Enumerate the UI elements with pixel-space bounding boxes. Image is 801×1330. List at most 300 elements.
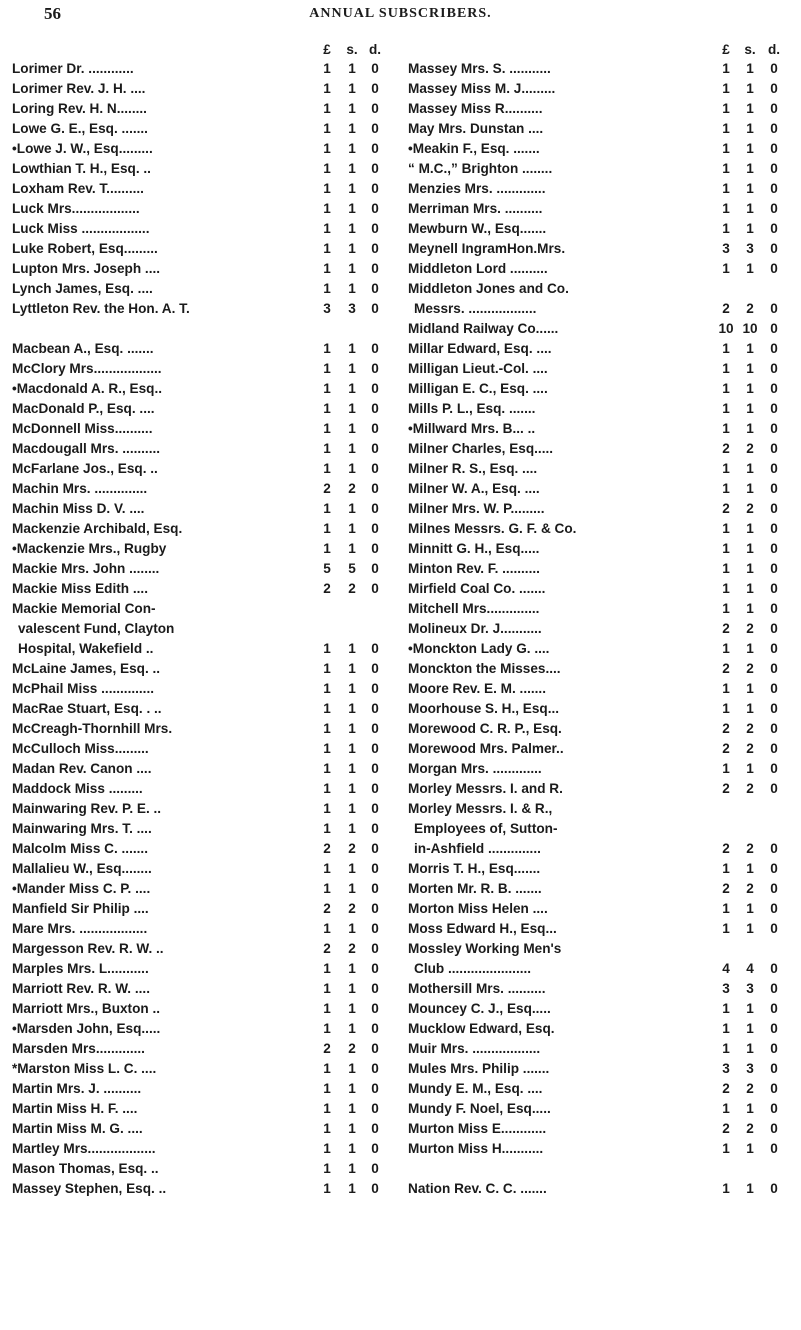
subscriber-name: Meynell IngramHon.Mrs. — [408, 241, 566, 256]
subscriber-row — [12, 1059, 397, 1079]
amount-pounds: 2 — [722, 661, 730, 676]
amount-shillings: 1 — [746, 701, 754, 716]
subscriber-name: Mainwaring Mrs. T. .... — [12, 821, 152, 836]
amount-pence: 0 — [770, 901, 778, 916]
subscriber-row — [408, 479, 793, 499]
amount-shillings: 1 — [746, 381, 754, 396]
amount-shillings: 10 — [742, 321, 758, 336]
subscriber-name: Mewburn W., Esq....... — [408, 221, 547, 236]
amount-pence: 0 — [770, 1021, 778, 1036]
subscriber-row — [12, 959, 397, 979]
amount-pence: 0 — [770, 481, 778, 496]
subscriber-row — [408, 899, 793, 919]
amount-pence: 0 — [371, 761, 379, 776]
subscriber-name: Mare Mrs. .................. — [12, 921, 148, 936]
amount-shillings: 1 — [348, 1101, 356, 1116]
subscriber-name: Milner R. S., Esq. .... — [408, 461, 538, 476]
amount-shillings: 1 — [746, 401, 754, 416]
subscriber-name: Mothersill Mrs. .......... — [408, 981, 546, 996]
amount-pence: 0 — [770, 421, 778, 436]
amount-pence: 0 — [371, 421, 379, 436]
subscriber-row — [12, 819, 397, 839]
amount-shillings: 2 — [746, 841, 754, 856]
amount-pounds: 1 — [722, 1181, 730, 1196]
subscriber-row — [12, 939, 397, 959]
amount-pounds: 1 — [722, 101, 730, 116]
amount-pounds: 1 — [323, 161, 331, 176]
subscriber-name: MacDonald P., Esq. .... — [12, 401, 155, 416]
amount-pence: 0 — [371, 1101, 379, 1116]
subscriber-name: Machin Mrs. .............. — [12, 481, 148, 496]
amount-pounds: 1 — [323, 1021, 331, 1036]
amount-pounds: 1 — [722, 541, 730, 556]
amount-pence: 0 — [371, 121, 379, 136]
amount-pence: 0 — [770, 401, 778, 416]
subscriber-name: Lorimer Rev. J. H. .... — [12, 81, 146, 96]
subscriber-row — [12, 1119, 397, 1139]
amount-pence: 0 — [770, 781, 778, 796]
amount-shillings: 1 — [348, 221, 356, 236]
subscriber-row — [408, 939, 793, 959]
amount-shillings: 5 — [348, 561, 356, 576]
amount-pounds: 1 — [323, 101, 331, 116]
amount-shillings: 1 — [348, 761, 356, 776]
amount-shillings: 1 — [746, 1001, 754, 1016]
subscriber-row — [12, 919, 397, 939]
amount-shillings: 1 — [348, 281, 356, 296]
amount-pence: 0 — [371, 241, 379, 256]
subscriber-row — [408, 619, 793, 639]
amount-pence: 0 — [770, 641, 778, 656]
subscriber-name: Monckton the Misses.... — [408, 661, 561, 676]
subscriber-name: Nation Rev. C. C. ....... — [408, 1181, 547, 1196]
subscriber-row — [12, 99, 397, 119]
subscriber-row — [12, 859, 397, 879]
subscriber-name: Mackenzie Archibald, Esq. — [12, 521, 183, 536]
subscriber-row — [408, 859, 793, 879]
subscriber-row — [408, 1039, 793, 1059]
subscriber-name: Machin Miss D. V. .... — [12, 501, 145, 516]
subscriber-row — [408, 819, 793, 839]
subscriber-row — [12, 1039, 397, 1059]
subscriber-row — [12, 1179, 397, 1199]
subscriber-name: Millar Edward, Esq. .... — [408, 341, 552, 356]
amount-shillings: 1 — [348, 721, 356, 736]
subscriber-row — [12, 879, 397, 899]
amount-pence: 0 — [770, 721, 778, 736]
amount-shillings: 1 — [746, 101, 754, 116]
amount-shillings: 1 — [348, 381, 356, 396]
amount-pence: 0 — [371, 1121, 379, 1136]
amount-pounds: 1 — [323, 221, 331, 236]
amount-shillings: 1 — [348, 161, 356, 176]
subscriber-row — [12, 1139, 397, 1159]
pence-header: d. — [767, 42, 781, 57]
subscriber-row — [12, 359, 397, 379]
subscriber-list — [12, 59, 397, 1199]
subscriber-row — [408, 1159, 793, 1179]
subscriber-name: valescent Fund, Clayton — [18, 621, 175, 636]
subscriber-name: Margesson Rev. R. W. .. — [12, 941, 164, 956]
amount-pounds: 1 — [722, 121, 730, 136]
amount-pounds: 1 — [722, 681, 730, 696]
amount-shillings: 2 — [348, 941, 356, 956]
subscriber-row — [12, 199, 397, 219]
amount-pence: 0 — [770, 1121, 778, 1136]
amount-shillings: 1 — [348, 501, 356, 516]
amount-pounds: 1 — [323, 281, 331, 296]
amount-shillings: 2 — [746, 621, 754, 636]
subscriber-name: Minton Rev. F. .......... — [408, 561, 540, 576]
subscriber-row — [408, 259, 793, 279]
subscriber-row — [12, 1099, 397, 1119]
subscriber-name: MacRae Stuart, Esq. . .. — [12, 701, 162, 716]
amount-pounds: 1 — [722, 481, 730, 496]
amount-shillings: 1 — [746, 261, 754, 276]
subscriber-name: •Mackenzie Mrs., Rugby — [12, 541, 167, 556]
amount-pence: 0 — [371, 441, 379, 456]
amount-pounds: 1 — [323, 681, 331, 696]
amount-pence: 0 — [770, 881, 778, 896]
subscriber-row — [408, 299, 793, 319]
amount-pounds: 1 — [722, 461, 730, 476]
subscriber-row — [408, 1179, 793, 1199]
subscriber-name: Morten Mr. R. B. ....... — [408, 881, 542, 896]
amount-pounds: 1 — [323, 541, 331, 556]
amount-pounds: 1 — [323, 181, 331, 196]
amount-shillings: 1 — [746, 601, 754, 616]
amount-shillings: 1 — [348, 1161, 356, 1176]
amount-pounds: 1 — [722, 261, 730, 276]
amount-pence: 0 — [371, 1061, 379, 1076]
amount-shillings: 2 — [348, 841, 356, 856]
amount-shillings: 1 — [746, 1101, 754, 1116]
amount-pounds: 1 — [722, 181, 730, 196]
amount-pounds: 1 — [722, 381, 730, 396]
subscriber-name: •Macdonald A. R., Esq.. — [12, 381, 163, 396]
subscriber-row — [12, 659, 397, 679]
amount-pence: 0 — [371, 781, 379, 796]
amount-pence: 0 — [770, 581, 778, 596]
subscriber-name: •Meakin F., Esq. ....... — [408, 141, 540, 156]
amount-shillings: 1 — [348, 1181, 356, 1196]
subscriber-name: Morewood C. R. P., Esq. — [408, 721, 562, 736]
amount-pounds: 2 — [323, 841, 331, 856]
subscriber-name: •Monckton Lady G. .... — [408, 641, 550, 656]
amount-pence: 0 — [770, 381, 778, 396]
amount-pounds: 3 — [722, 981, 730, 996]
subscriber-row — [12, 1079, 397, 1099]
amount-pence: 0 — [371, 261, 379, 276]
subscriber-name: Mackie Miss Edith .... — [12, 581, 148, 596]
amount-shillings: 1 — [746, 861, 754, 876]
subscriber-name: Mucklow Edward, Esq. — [408, 1021, 555, 1036]
amount-shillings: 1 — [348, 1121, 356, 1136]
amount-pounds: 1 — [323, 1001, 331, 1016]
amount-shillings: 1 — [348, 141, 356, 156]
amount-shillings: 1 — [746, 341, 754, 356]
amount-shillings: 1 — [348, 201, 356, 216]
subscriber-name: Morley Messrs. I. and R. — [408, 781, 563, 796]
amount-shillings: 1 — [348, 261, 356, 276]
amount-pounds: 1 — [722, 641, 730, 656]
subscriber-row — [12, 319, 397, 339]
amount-shillings: 1 — [746, 361, 754, 376]
amount-shillings: 1 — [746, 81, 754, 96]
subscriber-name: Milligan E. C., Esq. .... — [408, 381, 548, 396]
subscriber-name: Murton Miss E............ — [408, 1121, 547, 1136]
amount-pence: 0 — [770, 501, 778, 516]
amount-pence: 0 — [371, 561, 379, 576]
subscriber-row — [408, 59, 793, 79]
subscriber-row — [408, 159, 793, 179]
amount-shillings: 1 — [348, 681, 356, 696]
amount-pounds: 1 — [722, 1141, 730, 1156]
subscriber-row — [12, 899, 397, 919]
amount-pence: 0 — [371, 661, 379, 676]
amount-pence: 0 — [371, 461, 379, 476]
subscriber-name: Middleton Lord .......... — [408, 261, 548, 276]
subscriber-row — [12, 79, 397, 99]
amount-pounds: 1 — [323, 141, 331, 156]
subscriber-row — [12, 459, 397, 479]
amount-shillings: 1 — [746, 181, 754, 196]
subscriber-row — [12, 579, 397, 599]
amount-pence: 0 — [770, 341, 778, 356]
subscriber-name: Lorimer Dr. ............ — [12, 61, 134, 76]
amount-pounds: 2 — [722, 741, 730, 756]
amount-pence: 0 — [770, 761, 778, 776]
amount-pence: 0 — [770, 161, 778, 176]
subscriber-name: Marsden Mrs............. — [12, 1041, 145, 1056]
subscriber-name: Lowe G. E., Esq. ....... — [12, 121, 148, 136]
amount-shillings: 1 — [746, 561, 754, 576]
amount-shillings: 1 — [348, 981, 356, 996]
amount-shillings: 1 — [348, 61, 356, 76]
amount-shillings: 1 — [348, 541, 356, 556]
amount-pounds: 1 — [323, 1141, 331, 1156]
amount-shillings: 1 — [746, 161, 754, 176]
amount-pounds: 1 — [323, 361, 331, 376]
subscriber-name: Massey Stephen, Esq. .. — [12, 1181, 167, 1196]
subscriber-name: Morris T. H., Esq....... — [408, 861, 541, 876]
amount-pence: 0 — [371, 521, 379, 536]
subscriber-name: •Millward Mrs. B... .. — [408, 421, 536, 436]
subscriber-name: Mules Mrs. Philip ....... — [408, 1061, 550, 1076]
amount-pounds: 2 — [722, 301, 730, 316]
amount-pounds: 4 — [722, 961, 730, 976]
subscriber-name: Milner Mrs. W. P......... — [408, 501, 545, 516]
subscriber-name: Morton Miss Helen .... — [408, 901, 548, 916]
amount-pence: 0 — [770, 1061, 778, 1076]
amount-pounds: 1 — [323, 1061, 331, 1076]
amount-shillings: 2 — [746, 441, 754, 456]
amount-pence: 0 — [770, 701, 778, 716]
amount-shillings: 2 — [746, 501, 754, 516]
subscriber-row — [12, 219, 397, 239]
subscriber-row — [12, 1019, 397, 1039]
subscriber-row — [12, 59, 397, 79]
amount-pounds: 2 — [722, 441, 730, 456]
amount-shillings: 1 — [746, 581, 754, 596]
subscriber-row — [408, 979, 793, 999]
amount-pence: 0 — [371, 1161, 379, 1176]
amount-pounds: 1 — [323, 981, 331, 996]
subscriber-row — [12, 399, 397, 419]
subscriber-row — [12, 779, 397, 799]
amount-pence: 0 — [371, 61, 379, 76]
subscriber-row — [408, 79, 793, 99]
amount-pounds: 1 — [323, 201, 331, 216]
shillings-header: s. — [346, 42, 358, 57]
amount-pence: 0 — [770, 521, 778, 536]
subscriber-name: Moore Rev. E. M. ....... — [408, 681, 546, 696]
subscriber-row — [12, 799, 397, 819]
amount-pounds: 1 — [323, 1121, 331, 1136]
amount-pounds: 1 — [722, 1101, 730, 1116]
subscriber-row — [408, 739, 793, 759]
amount-pence: 0 — [371, 221, 379, 236]
amount-shillings: 1 — [746, 1041, 754, 1056]
amount-pounds: 2 — [722, 721, 730, 736]
amount-pence: 0 — [770, 221, 778, 236]
amount-pounds: 2 — [323, 941, 331, 956]
amount-pence: 0 — [770, 181, 778, 196]
subscriber-row — [12, 539, 397, 559]
subscriber-row — [12, 419, 397, 439]
amount-shillings: 1 — [348, 461, 356, 476]
amount-shillings: 2 — [746, 721, 754, 736]
amount-pounds: 1 — [323, 921, 331, 936]
shillings-header: s. — [744, 42, 756, 57]
amount-pence: 0 — [371, 361, 379, 376]
amount-pence: 0 — [770, 1141, 778, 1156]
subscriber-name: Lowthian T. H., Esq. .. — [12, 161, 151, 176]
subscriber-name: Morewood Mrs. Palmer.. — [408, 741, 564, 756]
subscriber-name: McDonnell Miss.......... — [12, 421, 153, 436]
subscriber-name: McLaine James, Esq. .. — [12, 661, 161, 676]
subscriber-row — [12, 139, 397, 159]
amount-pence: 0 — [770, 261, 778, 276]
amount-pence: 0 — [770, 601, 778, 616]
pounds-header: £ — [722, 42, 730, 57]
subscriber-name: Martin Miss M. G. .... — [12, 1121, 143, 1136]
amount-shillings: 1 — [746, 481, 754, 496]
amount-shillings: 1 — [746, 61, 754, 76]
subscriber-name: Madan Rev. Canon .... — [12, 761, 152, 776]
amount-pounds: 2 — [722, 881, 730, 896]
amount-pounds: 1 — [323, 1161, 331, 1176]
amount-pounds: 1 — [722, 921, 730, 936]
amount-pounds: 1 — [323, 821, 331, 836]
amount-shillings: 1 — [746, 461, 754, 476]
subscriber-row — [12, 599, 397, 619]
amount-pence: 0 — [770, 861, 778, 876]
subscriber-row — [408, 319, 793, 339]
subscriber-name: Minnitt G. H., Esq..... — [408, 541, 540, 556]
amount-shillings: 1 — [348, 361, 356, 376]
subscriber-name: Mouncey C. J., Esq..... — [408, 1001, 551, 1016]
subscriber-list — [408, 59, 793, 1199]
amount-pounds: 3 — [722, 241, 730, 256]
amount-shillings: 1 — [348, 241, 356, 256]
amount-pounds: 1 — [323, 1181, 331, 1196]
amount-pounds: 5 — [323, 561, 331, 576]
amount-pence: 0 — [770, 321, 778, 336]
amount-shillings: 1 — [746, 141, 754, 156]
amount-shillings: 1 — [746, 121, 754, 136]
amount-shillings: 1 — [746, 521, 754, 536]
amount-shillings: 1 — [746, 921, 754, 936]
amount-pounds: 1 — [722, 901, 730, 916]
amount-pounds: 2 — [722, 621, 730, 636]
subscriber-row — [408, 1019, 793, 1039]
amount-shillings: 4 — [746, 961, 754, 976]
amount-pence: 0 — [770, 441, 778, 456]
amount-pounds: 1 — [323, 721, 331, 736]
subscriber-name: Mundy E. M., Esq. .... — [408, 1081, 543, 1096]
subscriber-row — [12, 679, 397, 699]
amount-pence: 0 — [371, 501, 379, 516]
amount-shillings: 1 — [746, 641, 754, 656]
amount-shillings: 1 — [746, 681, 754, 696]
subscriber-name: Mundy F. Noel, Esq..... — [408, 1101, 551, 1116]
amount-shillings: 1 — [348, 1081, 356, 1096]
amount-pence: 0 — [371, 701, 379, 716]
amount-pence: 0 — [371, 901, 379, 916]
amount-pounds: 1 — [323, 641, 331, 656]
subscriber-row — [408, 439, 793, 459]
amount-pence: 0 — [770, 1001, 778, 1016]
subscriber-name: •Lowe J. W., Esq......... — [12, 141, 153, 156]
amount-pence: 0 — [371, 861, 379, 876]
amount-shillings: 1 — [348, 821, 356, 836]
subscriber-row — [408, 779, 793, 799]
subscriber-name: Midland Railway Co...... — [408, 321, 559, 336]
amount-pence: 0 — [371, 481, 379, 496]
subscriber-name: Lupton Mrs. Joseph .... — [12, 261, 161, 276]
subscriber-row — [12, 179, 397, 199]
subscriber-name: McPhail Miss .............. — [12, 681, 155, 696]
amount-pounds: 1 — [722, 601, 730, 616]
amount-pounds: 1 — [323, 501, 331, 516]
subscriber-name: Maddock Miss ......... — [12, 781, 143, 796]
amount-pounds: 2 — [722, 781, 730, 796]
subscriber-name: Messrs. .................. — [414, 301, 537, 316]
subscriber-row — [408, 339, 793, 359]
subscriber-name: Macbean A., Esq. ....... — [12, 341, 154, 356]
amount-shillings: 1 — [348, 801, 356, 816]
amount-pence: 0 — [770, 241, 778, 256]
subscriber-row — [408, 379, 793, 399]
amount-pounds: 2 — [323, 901, 331, 916]
amount-pounds: 1 — [323, 421, 331, 436]
amount-shillings: 2 — [746, 1081, 754, 1096]
subscriber-row — [408, 239, 793, 259]
subscriber-row — [408, 499, 793, 519]
amount-pence: 0 — [371, 821, 379, 836]
subscriber-name: Martin Mrs. J. .......... — [12, 1081, 142, 1096]
subscriber-row — [12, 279, 397, 299]
amount-shillings: 2 — [746, 781, 754, 796]
amount-pounds: 1 — [722, 861, 730, 876]
subscriber-name: “ M.C.,” Brighton ........ — [408, 161, 553, 176]
subscriber-row — [12, 999, 397, 1019]
amount-pence: 0 — [770, 461, 778, 476]
subscriber-row — [408, 799, 793, 819]
subscriber-name: McFarlane Jos., Esq. .. — [12, 461, 158, 476]
subscriber-name: Massey Mrs. S. ........... — [408, 61, 551, 76]
